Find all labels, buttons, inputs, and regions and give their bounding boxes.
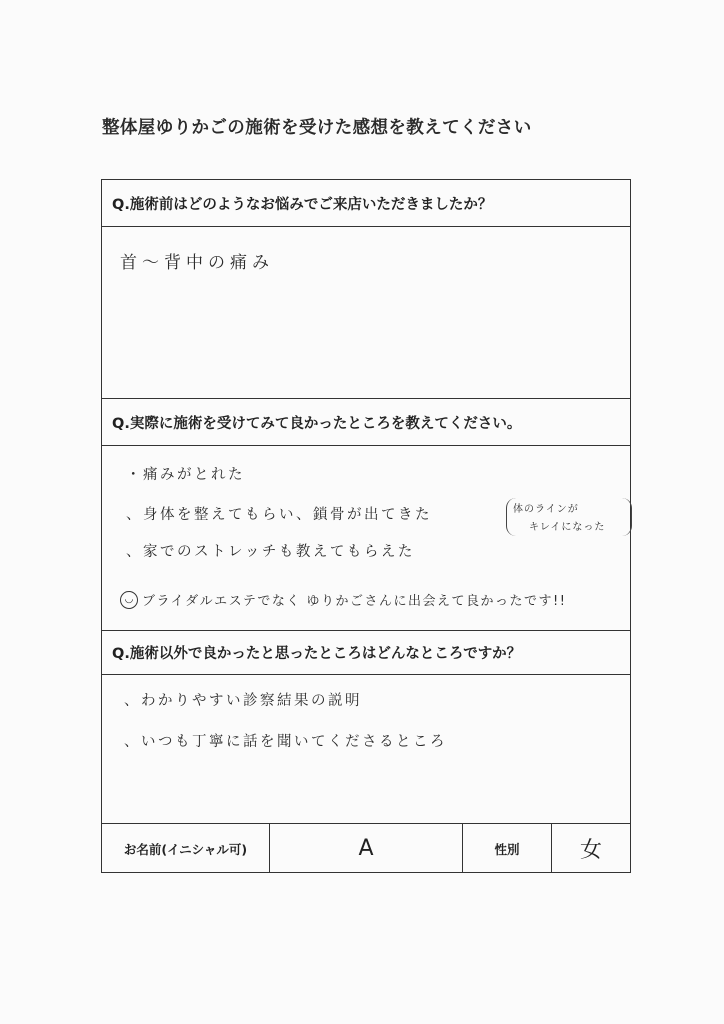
gender-value: 女 <box>579 838 602 863</box>
name-label-cell <box>102 824 270 873</box>
answer-2-note-line-1: 体のラインが <box>513 504 579 515</box>
survey-form <box>101 179 631 873</box>
answer-2-closing: ブライダルエステでなく ゆりかごさんに出会えて良かったです!! <box>142 594 567 609</box>
smiley-icon: ◡ <box>120 591 138 609</box>
gender-label: 性別 <box>494 841 520 857</box>
answer-3-line-2: 、いつも丁寧に話を聞いてくださるところ <box>124 734 447 750</box>
question-2: Q.実際に施術を受けてみて良かったところを教えてください。 <box>102 399 630 446</box>
answer-3-line-1: 、わかりやすい診察結果の説明 <box>124 693 362 709</box>
answer-2-note-line-2: キレイになった <box>529 522 606 533</box>
question-3: Q.施術以外で良かったと思ったところはどんなところですか？ <box>102 631 630 675</box>
answer-2-line-1: ・痛みがとれた <box>126 467 245 483</box>
gender-value-cell <box>552 824 630 873</box>
name-label: お名前(イニシャル可) <box>123 841 248 857</box>
answer-2-line-2: 、身体を整えてもらい、鎖骨が出てきた <box>126 507 432 523</box>
name-value-cell <box>270 824 463 873</box>
answer-1: 首～背中の痛み <box>120 253 274 273</box>
question-1: Q.施術前はどのようなお悩みでご来店いただきましたか？ <box>102 180 630 227</box>
answer-2-note <box>506 498 632 536</box>
form-title: 整体屋ゆりかごの施術を受けた感想を教えてください <box>102 118 532 138</box>
gender-label-cell <box>463 824 552 873</box>
footer-row <box>102 823 630 873</box>
name-value: A <box>358 836 374 861</box>
answer-2-line-3: 、家でのストレッチも教えてもらえた <box>126 544 415 560</box>
